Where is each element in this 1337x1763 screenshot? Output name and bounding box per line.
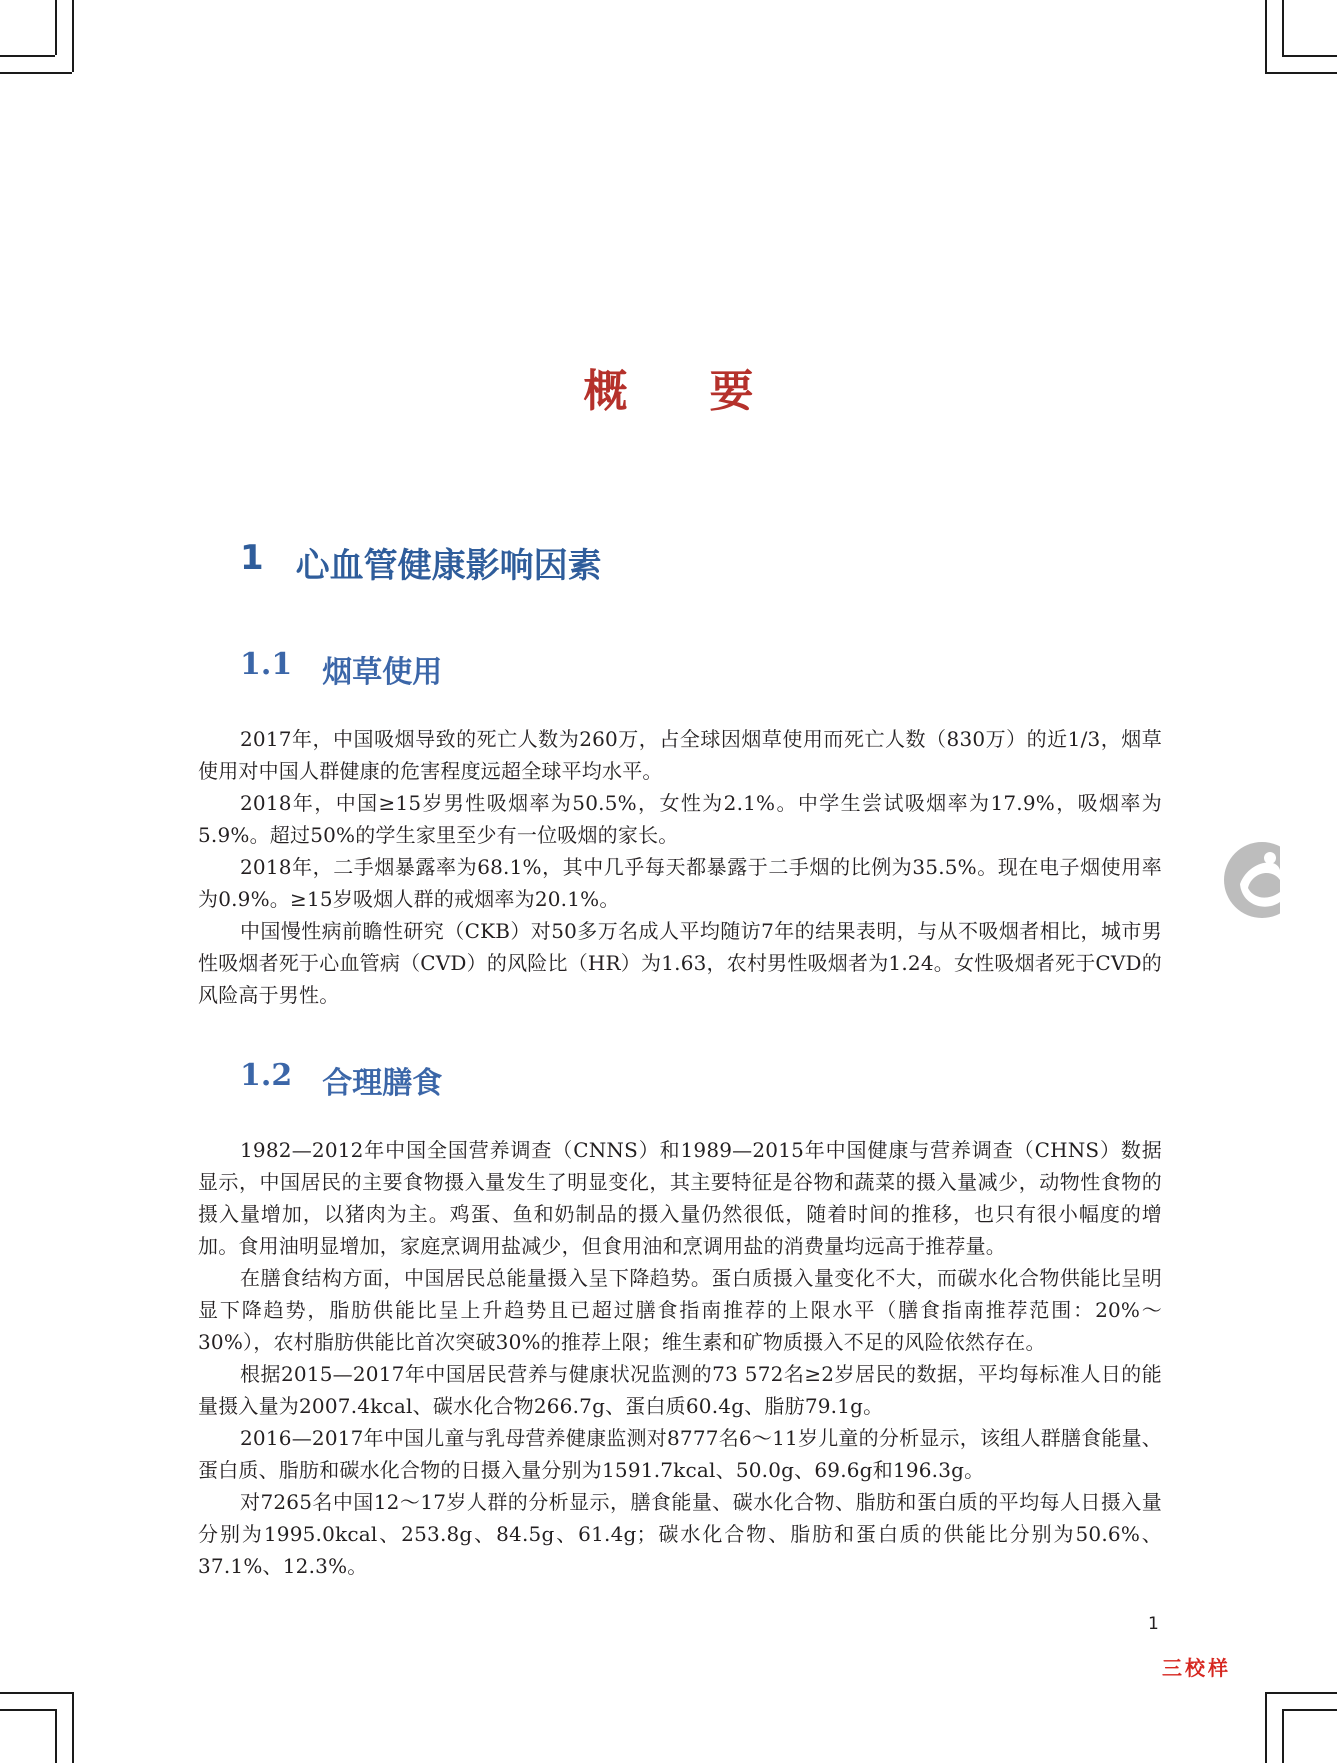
crop-mark-bottom-left-v2 bbox=[55, 1709, 57, 1763]
crop-mark-bottom-right-v bbox=[1265, 1692, 1267, 1763]
crop-mark-top-left-h2 bbox=[0, 55, 55, 57]
paragraph: 2018年，中国≥15岁男性吸烟率为50.5%，女性为2.1%。中学生尝试吸烟率为17.9%，吸烟率为5.9%。超过50%的学生家里至少有一位吸烟的家长。 bbox=[198, 791, 1162, 847]
section-heading-tobacco bbox=[240, 647, 442, 691]
paragraph: 2018年，二手烟暴露率为68.1%，其中几乎每天都暴露于二手烟的比例为35.5%。现在电子烟使用率为0.9%。≥15岁吸烟人群的戒烟率为20.1%。 bbox=[198, 855, 1162, 911]
paragraph: 在膳食结构方面，中国居民总能量摄入呈下降趋势。蛋白质摄入量变化不大，而碳水化合物供能比呈明显下降趋势，脂肪供能比呈上升趋势且已超过膳食指南推荐的上限水平（膳食指南推荐范围：20%～30%），农村脂肪供能比首次突破30%的推荐上限；维生素和矿物质摄入不足的风险依然存在。 bbox=[198, 1266, 1162, 1354]
crop-mark-top-left-v bbox=[72, 0, 74, 72]
chapter-title: 心血管健康影响因素 bbox=[295, 546, 602, 586]
section-title: 烟草使用 bbox=[322, 655, 443, 690]
section-heading-diet bbox=[240, 1058, 442, 1102]
page-title: 概要 bbox=[583, 366, 836, 417]
paragraph: 2017年，中国吸烟导致的死亡人数为260万，占全球因烟草使用而死亡人数（830万）的近1/3，烟草使用对中国人群健康的危害程度远超全球平均水平。 bbox=[198, 727, 1162, 783]
paragraph: 对7265名中国12～17岁人群的分析显示，膳食能量、碳水化合物、脂肪和蛋白质的平均每人日摄入量分别为1995.0kcal、253.8g、84.5g、61.4g；碳水化合物、脂肪和蛋白质的供能比分别为50.6%、37.1%、12.3%。 bbox=[198, 1490, 1162, 1578]
crop-mark-bottom-left-h2 bbox=[0, 1709, 55, 1711]
section-title: 合理膳食 bbox=[322, 1066, 443, 1101]
paragraph: 1982—2012年中国全国营养调查（CNNS）和1989—2015年中国健康与营养调查（CHNS）数据显示，中国居民的主要食物摄入量发生了明显变化，其主要特征是谷物和蔬菜的摄入量减少，动物性食物的摄入量增加，以猪肉为主。鸡蛋、鱼和奶制品的摄入量仍然很低，随着时间的推移，也只有很小幅度的增加。食用油明显增加，家庭烹调用盐减少，但食用油和烹调用盐的消费量均远高于推荐量。 bbox=[198, 1138, 1162, 1258]
section-body-tobacco bbox=[198, 723, 1162, 1011]
section-number: 1.1 bbox=[240, 647, 293, 682]
crop-mark-top-right-v bbox=[1265, 0, 1267, 72]
chapter-number: 1 bbox=[240, 538, 264, 578]
paragraph: 中国慢性病前瞻性研究（CKB）对50多万名成人平均随访7年的结果表明，与从不吸烟者相比，城市男性吸烟者死于心血管病（CVD）的风险比（HR）为1.63，农村男性吸烟者为1.24。女性吸烟者死于CVD的风险高于男性。 bbox=[198, 919, 1162, 1007]
crop-mark-top-right-h2 bbox=[1282, 55, 1337, 57]
crop-mark-bottom-right-v2 bbox=[1282, 1709, 1284, 1763]
crop-mark-bottom-right-h bbox=[1265, 1692, 1337, 1694]
section-number: 1.2 bbox=[240, 1058, 293, 1093]
paragraph: 2016—2017年中国儿童与乳母营养健康监测对8777名6～11岁儿童的分析显示，该组人群膳食能量、蛋白质、脂肪和碳水化合物的日摄入量分别为1591.7kcal、50.0g、69.6g和196.3g。 bbox=[198, 1426, 1162, 1482]
chapter-heading bbox=[240, 538, 602, 587]
crop-mark-bottom-left-h bbox=[0, 1692, 72, 1694]
crop-mark-bottom-right-h2 bbox=[1282, 1709, 1337, 1711]
circular-logo-icon bbox=[1218, 840, 1280, 920]
crop-mark-bottom-left-v bbox=[72, 1692, 74, 1763]
paragraph: 根据2015—2017年中国居民营养与健康状况监测的73 572名≥2岁居民的数据，平均每标准人日的能量摄入量为2007.4kcal、碳水化合物266.7g、蛋白质60.4g、脂肪79.1g。 bbox=[198, 1362, 1162, 1418]
crop-mark-top-left-h bbox=[0, 72, 72, 74]
section-body-diet bbox=[198, 1134, 1162, 1582]
proof-stamp: 三校样 bbox=[1162, 1656, 1231, 1680]
crop-mark-top-left-v2 bbox=[55, 0, 57, 55]
crop-mark-top-right-v2 bbox=[1282, 0, 1284, 55]
crop-mark-top-right-h bbox=[1265, 72, 1337, 74]
page-number: 1 bbox=[1148, 1614, 1159, 1634]
